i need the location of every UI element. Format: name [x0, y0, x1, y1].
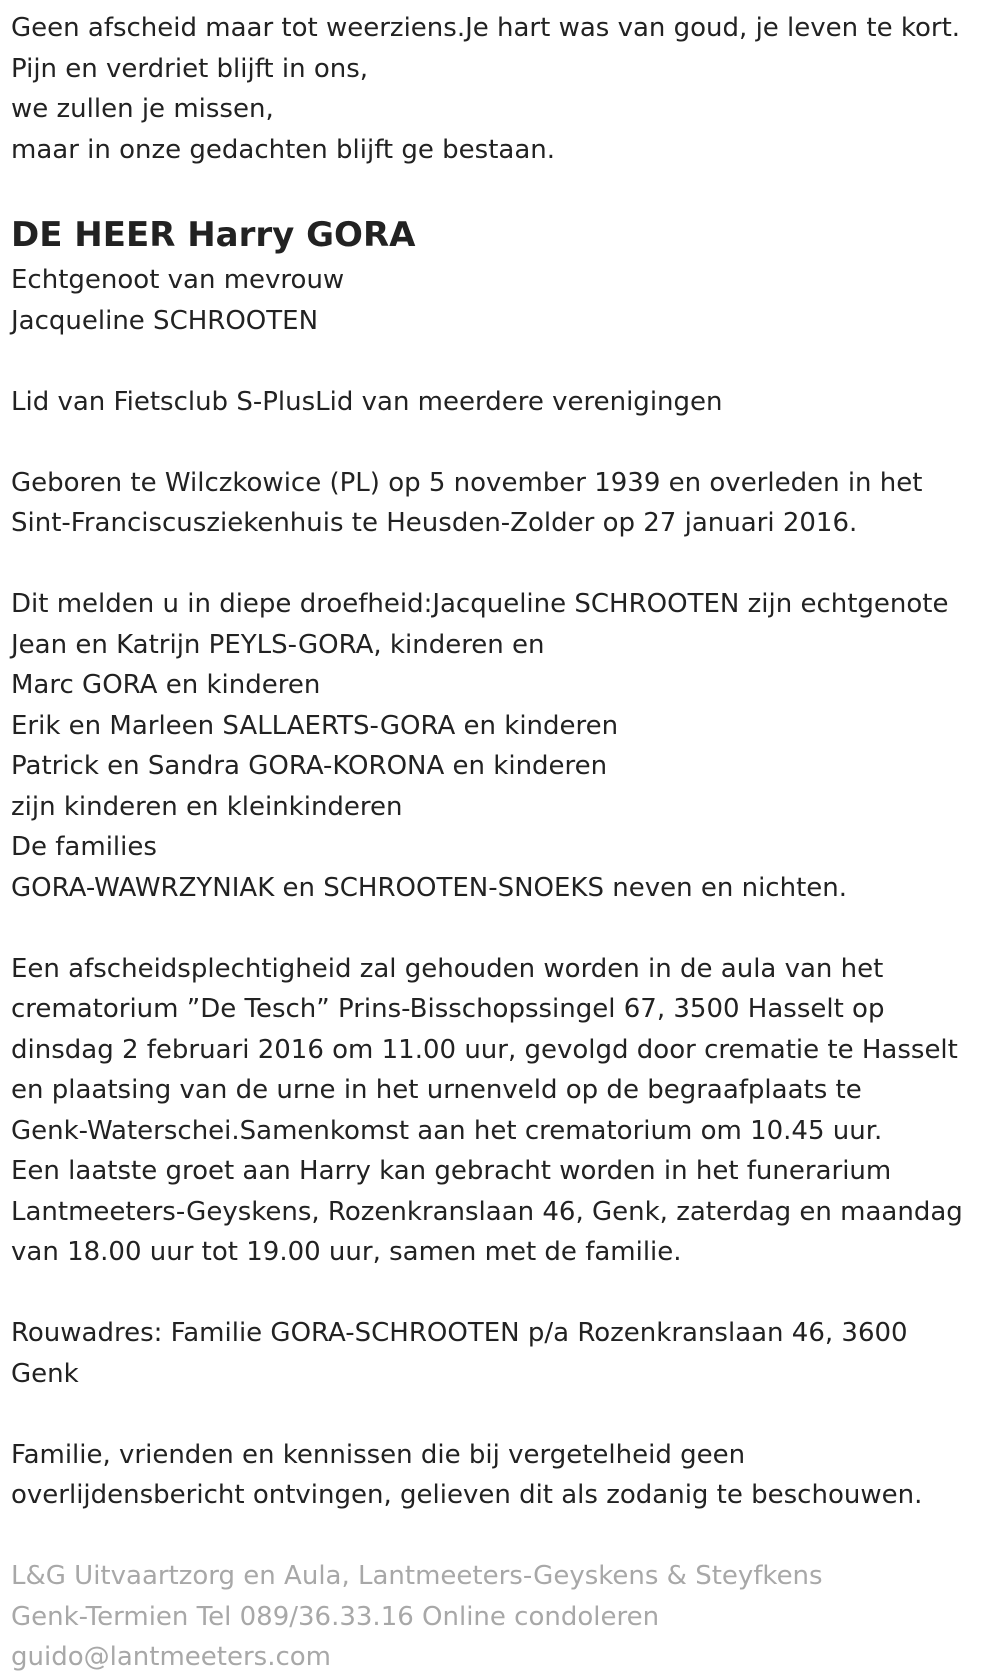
notice-line: overlijdensbericht ontvingen, gelieven dit als zodanig te beschouwen. [11, 1480, 923, 1510]
deceased-title: DE HEER Harry GORA [11, 215, 416, 255]
spacer [11, 544, 1000, 585]
poem-line: we zullen je missen, [11, 94, 274, 124]
spouse-line: Echtgenoot van mevrouw [11, 265, 345, 295]
spouse-line: Jacqueline SCHROOTEN [11, 305, 319, 336]
footer-email[interactable]: guido@lantmeeters.com [11, 1642, 331, 1672]
ceremony-line: crematorium ”De Tesch” Prins-Bisschopssingel 67, 3500 Hasselt op [11, 994, 885, 1024]
ceremony-line: en plaatsing van de urne in het urnenveld op de begraafplaats te [11, 1075, 862, 1105]
announcer-line: Jean en Katrijn PEYLS-GORA, kinderen en [11, 629, 545, 660]
announcers-block [11, 584, 1000, 908]
announcer-line: GORA-WAWRZYNIAK en SCHROOTEN-SNOEKS neven en nichten. [11, 872, 847, 903]
spacer [11, 1394, 1000, 1435]
spacer [11, 1273, 1000, 1314]
ceremony-line: Een afscheidsplechtigheid zal gehouden worden in de aula van het [11, 953, 884, 984]
announcer-line: Dit melden u in diepe droefheid:Jacqueline SCHROOTEN zijn echtgenote [11, 589, 949, 619]
ceremony-line: Genk-Waterschei.Samenkomst aan het crematorium om 10.45 uur. [11, 1115, 883, 1146]
announcer-line: Marc GORA en kinderen [11, 670, 321, 700]
spacer [11, 908, 1000, 949]
address-line: Rouwadres: Familie GORA-SCHROOTEN p/a Rozenkranslaan 46, 3600 [11, 1318, 908, 1348]
ceremony-line: van 18.00 uur tot 19.00 uur, samen met de familie. [11, 1237, 682, 1267]
funeral-home-footer [11, 1556, 1000, 1678]
poem-line: Geen afscheid maar tot weerziens.Je hart was van goud, je leven te kort. [11, 13, 961, 43]
footer-line: Genk-Termien Tel 089/36.33.16 Online condoleren [11, 1601, 660, 1632]
spacer [11, 341, 1000, 382]
birth-death-block [11, 463, 1000, 544]
ceremony-line: dinsdag 2 februari 2016 om 11.00 uur, gevolgd door crematie te Hasselt [11, 1034, 958, 1065]
birth-death-line: Sint-Franciscusziekenhuis te Heusden-Zolder op 27 januari 2016. [11, 508, 858, 538]
spouse-block [11, 260, 1000, 341]
announcer-line: De families [11, 832, 157, 862]
birth-death-line: Geboren te Wilczkowice (PL) op 5 november 1939 en overleden in het [11, 467, 923, 498]
spacer [11, 422, 1000, 463]
address-line: Genk [11, 1358, 79, 1389]
footer-line: L&G Uitvaartzorg en Aula, Lantmeeters-Geyskens & Steyfkens [11, 1561, 823, 1591]
mourning-address-block [11, 1313, 1000, 1394]
announcer-line: Patrick en Sandra GORA-KORONA en kinderen [11, 751, 608, 781]
poem-block [11, 8, 1000, 170]
spacer [11, 1516, 1000, 1557]
notice-line: Familie, vrienden en kennissen die bij vergetelheid geen [11, 1439, 746, 1470]
ceremony-line: Een laatste groet aan Harry kan gebracht worden in het funerarium [11, 1156, 892, 1186]
announcer-line: zijn kinderen en kleinkinderen [11, 791, 403, 822]
poem-line: Pijn en verdriet blijft in ons, [11, 53, 369, 84]
announcer-line: Erik en Marleen SALLAERTS-GORA en kinderen [11, 710, 619, 741]
spacer [11, 170, 1000, 210]
notice-block [11, 1435, 1000, 1516]
membership-text: Lid van Fietsclub S-PlusLid van meerdere verenigingen [11, 386, 723, 417]
ceremony-line: Lantmeeters-Geyskens, Rozenkranslaan 46, Genk, zaterdag en maandag [11, 1196, 963, 1227]
poem-line: maar in onze gedachten blijft ge bestaan. [11, 134, 555, 165]
ceremony-block [11, 949, 1000, 1273]
